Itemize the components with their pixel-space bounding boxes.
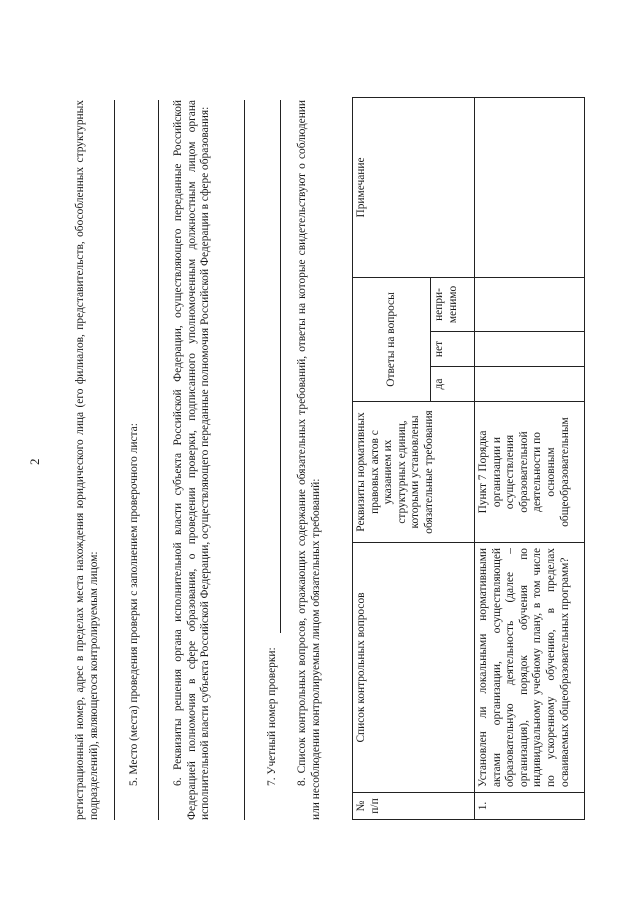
row-note[interactable] — [475, 97, 585, 277]
row-answer-yes[interactable] — [475, 367, 585, 402]
item-7-text: 7. Учетный номер проверки: — [266, 647, 278, 786]
header-requisites: Реквизиты нормативных правовых актов с указанием их структурных единиц, которыми установлены обязательные требования — [353, 402, 475, 543]
item-6 — [172, 100, 213, 820]
fill-line-3 — [244, 100, 245, 820]
fill-line-1 — [114, 100, 115, 820]
item-5 — [128, 100, 142, 820]
item-5-text: 5. Место (места) проведения проверки с заполнением проверочного листа: — [128, 423, 140, 786]
header-num: № п/п — [353, 793, 475, 820]
header-na: непри-менимо — [431, 277, 475, 331]
page-number: 2 — [27, 458, 42, 465]
header-yes: да — [431, 367, 475, 402]
item-7 — [266, 100, 280, 820]
row-answer-na[interactable] — [475, 277, 585, 331]
item-8-text: 8. Список контрольных вопросов, отражающих содержание обязательных требований, ответы на которые свидетельствуют о соблюдении или несоблюдении контролируемым лицом обязательных требований: — [296, 100, 322, 820]
intro-text: регистрационный номер, адрес в пределах места нахождения юридического лица (его филиалов, представительств, обособленных структурных подразделений), являющегося контролируемым лицом: — [74, 100, 100, 820]
item-6-text: 6. Реквизиты решения органа исполнительной власти субъекта Российской Федерации, осуществляющего переданные Российской Федерацией полномочия в сфере образования, о проведении проверки, подписанного уполномоченным должностным лицом органа исполнительной власти субъекта Российской Федерации, осуществляющего переданные полномочия Российской Федерации в сфере образования: — [172, 100, 212, 820]
row-requisites: Пункт 7 Порядка организации и осуществления образовательной деятельности по основным общеобразовательным — [475, 402, 585, 543]
item-8 — [296, 100, 323, 820]
header-note: Примечание — [353, 97, 475, 277]
fill-line-2 — [158, 100, 159, 820]
row-answer-no[interactable] — [475, 332, 585, 367]
header-no: нет — [431, 332, 475, 367]
fill-line-4 — [280, 100, 281, 633]
row-question: Установлен ли локальными нормативными актами организации, осуществляющей образовательную деятельность (далее – организация), порядок обучения по индивидуальному учебному плану, в том числе по ускоренному обучению, в пределах осваиваемых общеобразовательных программ? — [475, 543, 585, 793]
header-answers: Ответы на вопросы — [353, 277, 431, 401]
header-row-1 — [353, 97, 431, 819]
checklist-table — [352, 97, 585, 820]
header-questions: Список контрольных вопросов — [353, 543, 475, 793]
table-row — [475, 97, 585, 819]
row-num: 1. — [475, 793, 585, 820]
intro-paragraph — [74, 100, 101, 820]
